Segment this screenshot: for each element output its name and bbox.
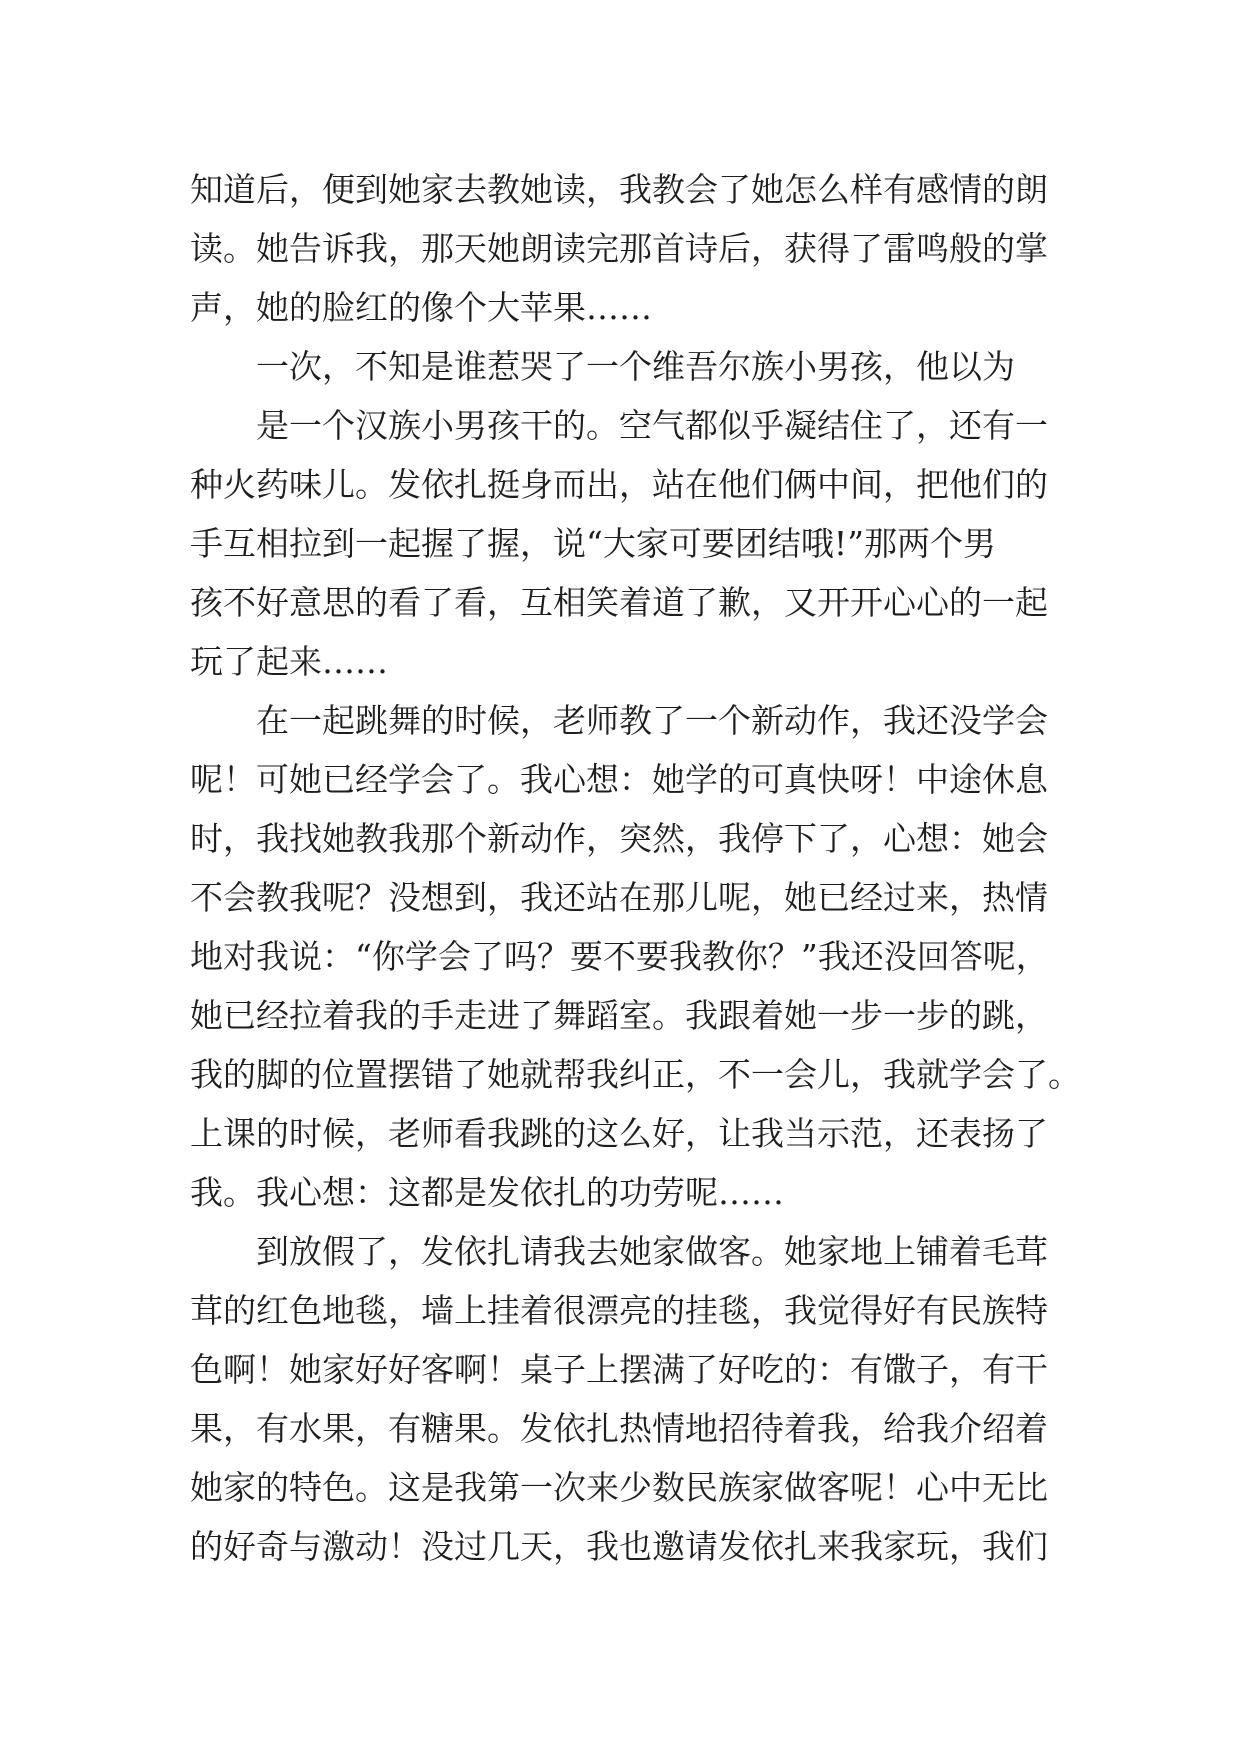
text-line: 读。她告诉我，那天她朗读完那首诗后，获得了雷鸣般的掌 [190, 229, 1048, 268]
text-line: 不会教我呢？没想到，我还站在那儿呢，她已经过来，热情 [190, 878, 1048, 917]
essay-body [190, 160, 1081, 1576]
text-line: 我的脚的位置摆错了她就帮我纠正，不一会儿，我就学会了。 [190, 1055, 1081, 1094]
paragraph-start-line: 在一起跳舞的时候，老师教了一个新动作，我还没学会 [256, 701, 1048, 740]
text-line: 种火药味儿。发依扎挺身而出，站在他们俩中间，把他们的 [190, 465, 1048, 504]
text-line: 她家的特色。这是我第一次来少数民族家做客呢！心中无比 [190, 1468, 1048, 1507]
text-line: 孩不好意思的看了看，互相笑着道了歉，又开开心心的一起 [190, 583, 1048, 622]
text-line: 她已经拉着我的手走进了舞蹈室。我跟着她一步一步的跳， [190, 996, 1048, 1035]
text-line: 玩了起来…… [190, 642, 388, 681]
text-line: 地对我说：“你学会了吗？要不要我教你？”我还没回答呢， [190, 937, 1049, 976]
paragraph-start-line: 到放假了，发依扎请我去她家做客。她家地上铺着毛茸 [256, 1232, 1048, 1271]
text-line: 是一个汉族小男孩干的。空气都似乎凝结住了，还有一 [256, 406, 1048, 445]
text-line: 色啊！她家好好客啊！桌子上摆满了好吃的：有馓子，有干 [190, 1350, 1048, 1389]
text-line: 茸的红色地毯，墙上挂着很漂亮的挂毯，我觉得好有民族特 [190, 1291, 1048, 1330]
text-line: 的好奇与激动！没过几天，我也邀请发依扎来我家玩，我们 [190, 1527, 1048, 1566]
text-line: 上课的时候，老师看我跳的这么好，让我当示范，还表扬了 [190, 1114, 1048, 1153]
text-line: 时，我找她教我那个新动作，突然，我停下了，心想：她会 [190, 819, 1048, 858]
text-line: 声，她的脸红的像个大苹果…… [190, 288, 652, 327]
text-line: 果，有水果，有糖果。发依扎热情地招待着我，给我介绍着 [190, 1409, 1048, 1448]
text-line: 手互相拉到一起握了握，说“大家可要团结哦!”那两个男 [190, 524, 997, 563]
text-line: 我。我心想：这都是发依扎的功劳呢…… [190, 1173, 784, 1212]
text-line: 知道后，便到她家去教她读，我教会了她怎么样有感情的朗 [190, 170, 1048, 209]
text-line: 呢！可她已经学会了。我心想：她学的可真快呀！中途休息 [190, 760, 1048, 799]
paragraph-start-line: 一次，不知是谁惹哭了一个维吾尔族小男孩，他以为 [256, 347, 1015, 386]
